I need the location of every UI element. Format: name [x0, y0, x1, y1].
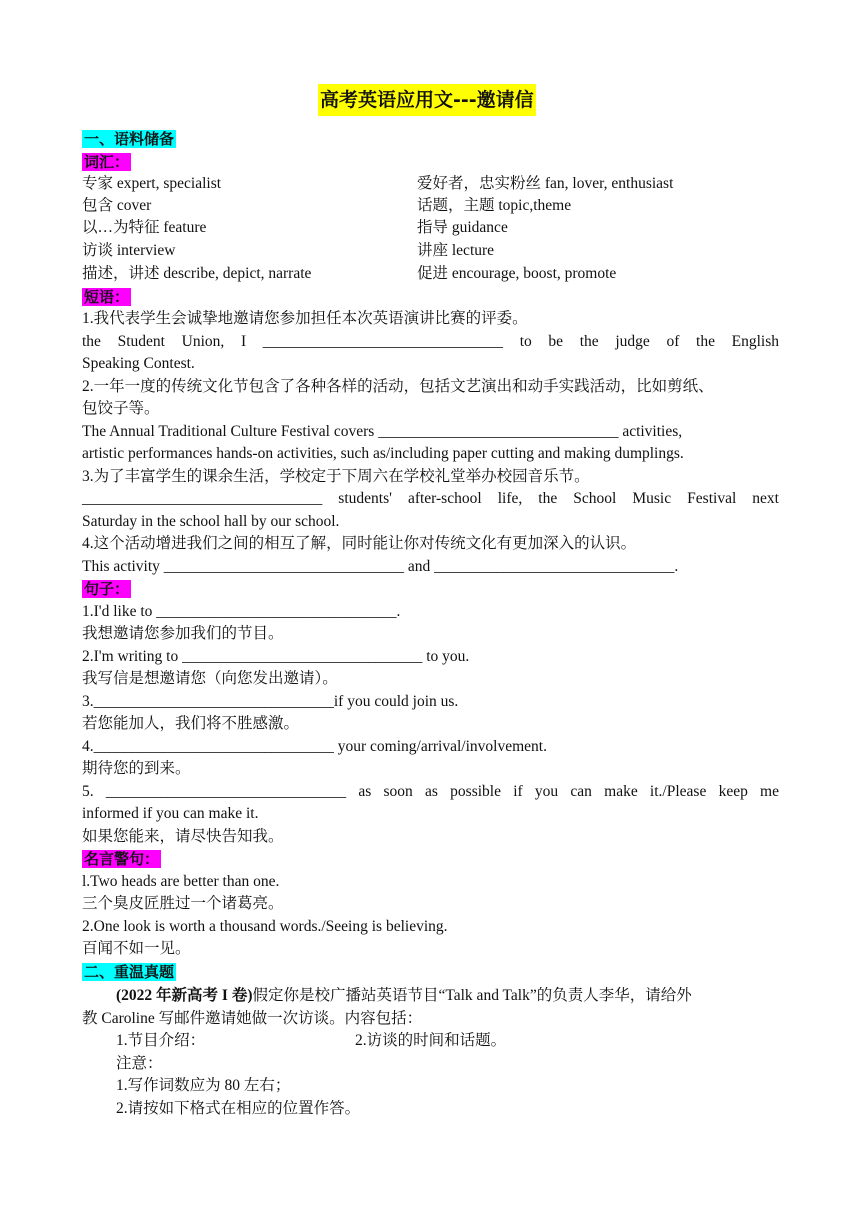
exam-prompt-line2: 教 Caroline 写邮件邀请她做一次访谈。内容包括： — [82, 1010, 423, 1027]
vocab-right: 促进 encourage, boost, promote — [417, 265, 617, 282]
section-heading-corpus: 一、语料储备 — [84, 130, 175, 148]
phrase-line: Saturday in the school hall by our school. — [82, 513, 340, 530]
sentence-line: 期待您的到来。 — [82, 760, 191, 777]
exam-note-label: 注意： — [116, 1055, 163, 1072]
vocab-right: 话题，主题 topic,theme — [417, 197, 572, 214]
sentence-line: 1.I'd like to _______________________________. — [82, 603, 401, 620]
quote-line: 2.One look is worth a thousand words./Seeing is believing. — [82, 918, 448, 935]
page-title: 高考英语应用文---邀请信 — [318, 84, 536, 116]
sentences-heading: 句子： — [84, 580, 130, 598]
sentence-line: 我写信是想邀请您（向您发出邀请）。 — [82, 670, 338, 687]
vocab-left: 以…为特征 feature — [82, 219, 207, 236]
vocab-left: 包含 cover — [82, 197, 152, 214]
vocab-right: 指导 guidance — [417, 219, 508, 236]
phrase-line: 1.我代表学生会诚挚地邀请您参加担任本次英语演讲比赛的评委。 — [82, 310, 528, 327]
phrase-line: 3.为了丰富学生的课余生活，学校定于下周六在学校礼堂举办校园音乐节。 — [82, 468, 590, 485]
quote-line: l.Two heads are better than one. — [82, 873, 280, 890]
exam-source: (2022 年新高考 I 卷) — [116, 987, 253, 1004]
sentence-line: 3._______________________________if you could join us. — [82, 693, 459, 710]
quotes-heading: 名言警句： — [84, 850, 160, 868]
phrase-line: artistic performances hands-on activities, such as/including paper cutting and making dumplings. — [82, 445, 684, 462]
phrase-line: Speaking Contest. — [82, 355, 195, 372]
phrase-line: The Annual Traditional Culture Festival covers _______________________________ activities, — [82, 423, 683, 440]
vocab-left: 描述，讲述 describe, depict, narrate — [82, 265, 312, 282]
sentence-line: 2.I'm writing to _______________________________ to you. — [82, 648, 470, 665]
phrases-heading: 短语： — [84, 288, 130, 306]
exam-point-1: 1.节目介绍： — [116, 1032, 206, 1049]
vocab-right: 爱好者，忠实粉丝 fan, lover, enthusiast — [417, 175, 674, 192]
phrase-line: This activity _______________________________ and _______________________________. — [82, 558, 679, 575]
exam-point-2: 2.访谈的时间和话题。 — [355, 1032, 507, 1049]
phrase-line: the Student Union, I _______________________________ to be the judge of the English — [82, 333, 779, 350]
quote-line: 百闻不如一见。 — [82, 940, 191, 957]
phrase-line: 2.一年一度的传统文化节包含了各种各样的活动，包括文艺演出和动手实践活动，比如剪纸、 — [82, 378, 714, 395]
vocab-right: 讲座 lecture — [417, 242, 495, 259]
section-heading-exam: 二、重温真题 — [84, 963, 175, 981]
exam-note-2: 2.请按如下格式在相应的位置作答。 — [116, 1100, 361, 1117]
phrase-line: 4.这个活动增进我们之间的相互了解，同时能让你对传统文化有更加深入的认识。 — [82, 535, 637, 552]
exam-note-1: 1.写作词数应为 80 左右； — [116, 1077, 291, 1094]
sentence-line: 如果您能来，请尽快告知我。 — [82, 828, 284, 845]
sentence-line: 我想邀请您参加我们的节目。 — [82, 625, 284, 642]
vocab-left: 访谈 interview — [82, 242, 176, 259]
exam-prompt: (2022 年新高考 I 卷)假定你是校广播站英语节目“Talk and Talk”的负责人李华，请给外 — [116, 987, 692, 1004]
phrase-line: 包饺子等。 — [82, 400, 160, 417]
vocab-heading: 词汇： — [84, 153, 130, 171]
sentence-line: informed if you can make it. — [82, 805, 259, 822]
sentence-line: 5. _______________________________ as soon as possible if you can make it./Please keep me — [82, 783, 779, 800]
vocab-left: 专家 expert, specialist — [82, 175, 222, 192]
sentence-line: 4._______________________________ your coming/arrival/involvement. — [82, 738, 547, 755]
sentence-line: 若您能加人，我们将不胜感激。 — [82, 715, 300, 732]
phrase-line: _______________________________ students' after-school life, the School Music Festival next — [82, 490, 779, 507]
quote-line: 三个臭皮匠胜过一个诸葛亮。 — [82, 895, 284, 912]
